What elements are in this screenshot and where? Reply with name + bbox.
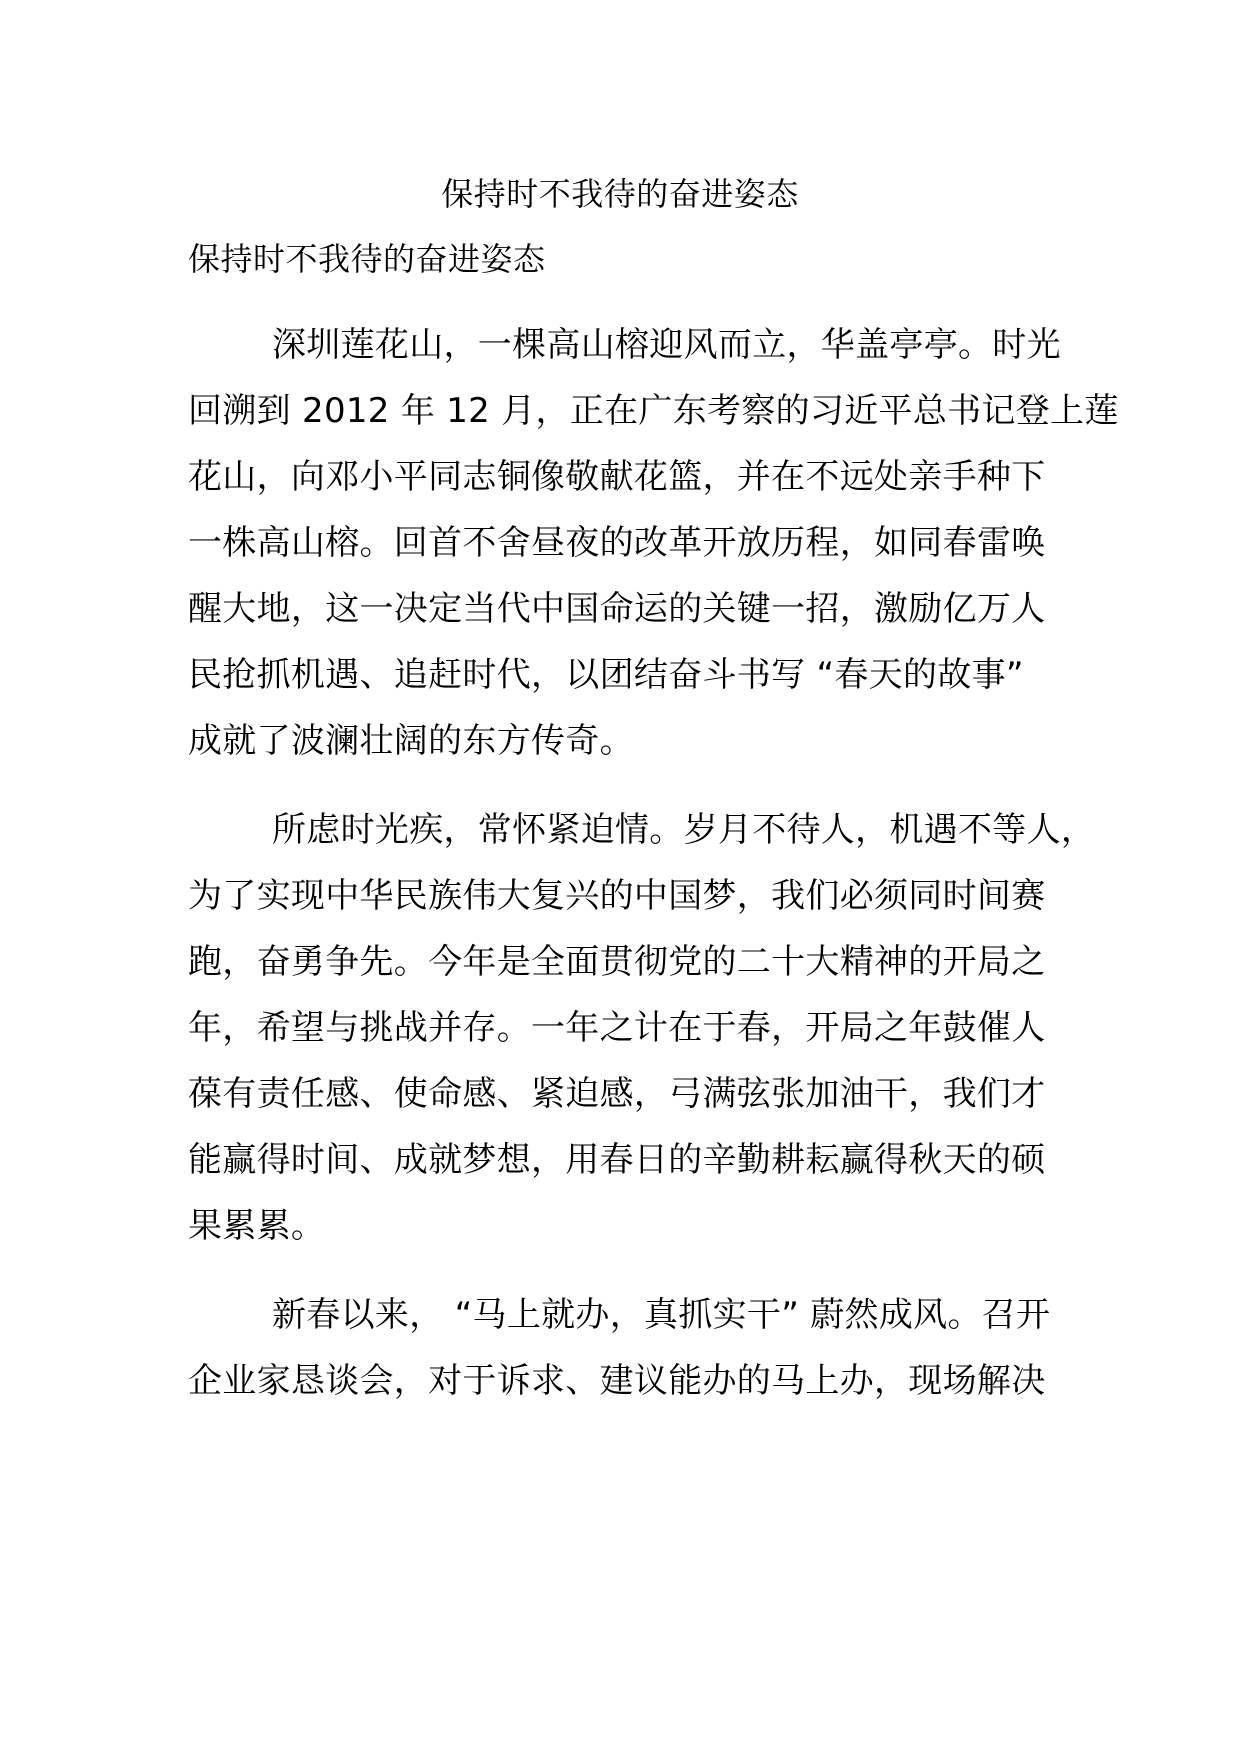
paragraph-2-line-6: 能赢得时间、成就梦想，用春日的辛勤耕耘赢得秋天的硕 — [188, 1140, 1046, 1180]
paragraph-1-line-5: 醒大地，这一决定当代中国命运的关键一招，激励亿万人 — [188, 589, 1046, 629]
paragraph-1-line-2: 回溯到 2012 年 12 月，正在广东考察的习近平总书记登上莲 — [188, 391, 1119, 431]
paragraph-2-line-4: 年，希望与挑战并存。一年之计在于春，开局之年鼓催人 — [188, 1008, 1046, 1048]
paragraph-3-line-2: 企业家恳谈会，对于诉求、建议能办的马上办，现场解决 — [188, 1361, 1046, 1401]
paragraph-2-line-1: 所虑时光疾，常怀紧迫情。岁月不待人，机遇不等人， — [272, 810, 1096, 850]
document-title: 保持时不我待的奋进姿态 — [441, 175, 799, 213]
paragraph-1-line-4: 一株高山榕。回首不舍昼夜的改革开放历程，如同春雷唤 — [188, 523, 1046, 563]
paragraph-3-line-1: 新春以来， “马上就办，真抓实干” 蔚然成风。召开 — [272, 1295, 1051, 1335]
document-subtitle: 保持时不我待的奋进姿态 — [188, 240, 546, 278]
paragraph-1-line-3: 花山，向邓小平同志铜像敬献花篮，并在不远处亲手种下 — [188, 457, 1046, 497]
paragraph-2-line-7: 果累累。 — [188, 1206, 326, 1246]
paragraph-1-line-1: 深圳莲花山，一棵高山榕迎风而立，华盖亭亭。时光 — [272, 325, 1061, 365]
paragraph-1-line-7: 成就了波澜壮阔的东方传奇。 — [188, 721, 634, 761]
paragraph-2-line-2: 为了实现中华民族伟大复兴的中国梦，我们必须同时间赛 — [188, 876, 1046, 916]
paragraph-2-line-3: 跑，奋勇争先。今年是全面贯彻党的二十大精神的开局之 — [188, 942, 1046, 982]
paragraph-1-line-6: 民抢抓机遇、追赶时代，以团结奋斗书写 “春天的故事” — [188, 655, 1024, 695]
paragraph-2-line-5: 葆有责任感、使命感、紧迫感，弓满弦张加油干，我们才 — [188, 1074, 1046, 1114]
